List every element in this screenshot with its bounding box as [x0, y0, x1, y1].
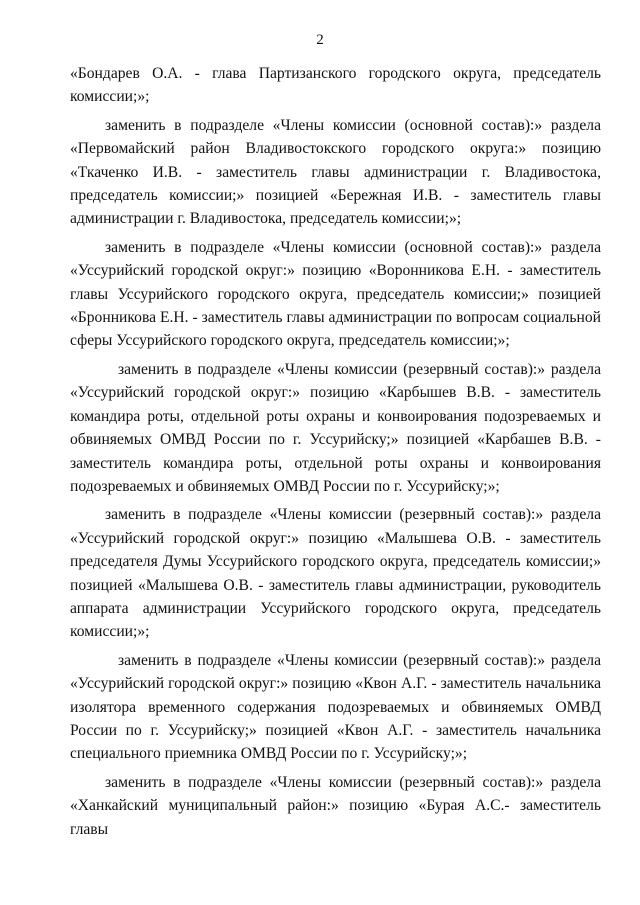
- paragraph-3: заменить в подразделе «Члены комиссии (основной состав):» раздела «Уссурийский городской округ:» позицию «Воронникова Е.Н. - заместитель главы Уссурийского городского округа, председатель комиссии;» позицией «Бронникова Е.Н. - заместитель главы администрации по вопросам социальной сферы Уссурийского городского округа, председатель комиссии;»;: [70, 238, 601, 350]
- paragraph-2: заменить в подразделе «Члены комиссии (основной состав):» раздела «Первомайский район Владивостокского городского округа:» позицию «Ткаченко И.В. - заместитель главы администрации г. Владивостока, председатель комиссии;» позицией «Бережная И.В. - заместитель главы администрации г. Владивостока, председатель комиссии;»;: [70, 116, 601, 228]
- paragraph-6: заменить в подразделе «Члены комиссии (резервный состав):» раздела «Уссурийский городской округ:» позицию «Квон А.Г. - заместитель начальника изолятора временного содержания подозреваемых и обвиняемых ОМВД России по г. Уссурийску;» позицией «Квон А.Г. - заместитель начальника специального приемника ОМВД России по г. Уссурийску;»;: [70, 651, 601, 763]
- paragraph-4: заменить в подразделе «Члены комиссии (резервный состав):» раздела «Уссурийский городской округ:» позицию «Карбышев В.В. - заместитель командира роты, отдельной роты охраны и конвоирования подозреваемых и обвиняемых ОМВД России по г. Уссурийску;» позицией «Карбашев В.В. - заместитель командира роты, отдельной роты охраны и конвоирования подозреваемых и обвиняемых ОМВД России по г. Уссурийску;»;: [70, 360, 601, 495]
- paragraph-7: заменить в подразделе «Члены комиссии (резервный состав):» раздела «Ханкайский муниципальный район:» позицию «Бурая А.С.- заместитель главы: [70, 773, 601, 838]
- page-number: 2: [316, 32, 324, 48]
- paragraph-1: «Бондарев О.А. - глава Партизанского городского округа, председатель комиссии;»;: [70, 65, 601, 106]
- paragraph-5: заменить в подразделе «Члены комиссии (резервный состав):» раздела «Уссурийский городской округ:» позицию «Малышева О.В. - заместитель председателя Думы Уссурийского городского округа, председатель комиссии;» позицией «Малышева О.В. - заместитель главы администрации, руководитель аппарата администрации Уссурийского городского округа, председатель комиссии;»;: [70, 506, 601, 641]
- document-body: [70, 62, 601, 841]
